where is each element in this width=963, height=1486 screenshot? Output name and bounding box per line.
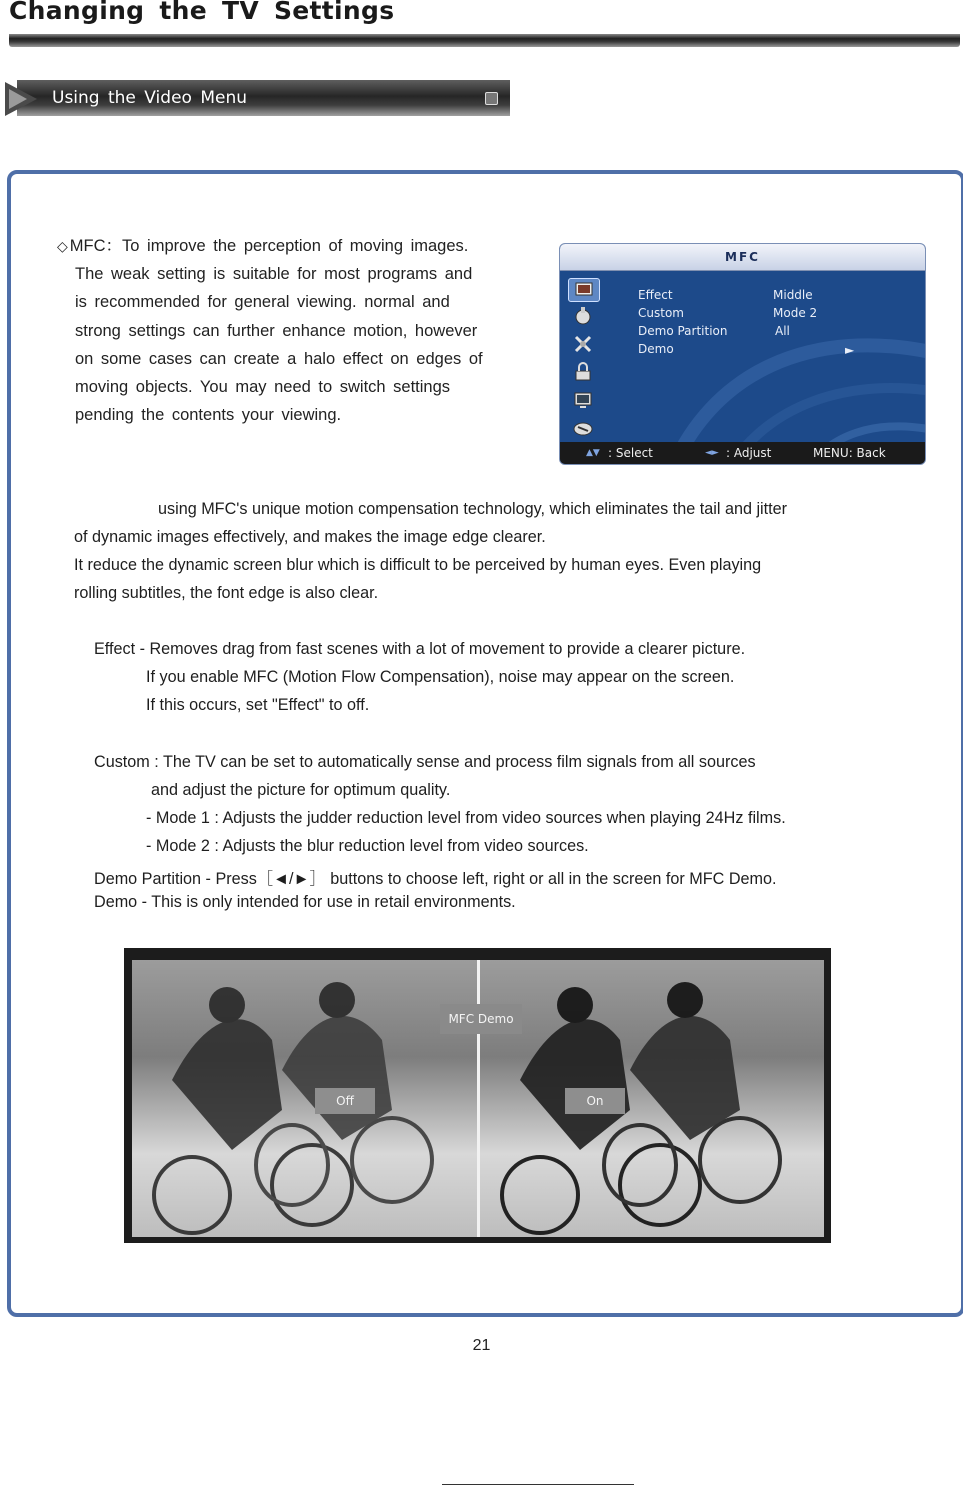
left-right-arrows-icon: ◄► bbox=[705, 448, 719, 458]
off-tag: Off bbox=[315, 1088, 375, 1114]
osd-sidebar bbox=[560, 270, 606, 442]
intro-line: on some cases can create a halo effect on edges of bbox=[75, 349, 483, 368]
intro-line: ◇ MFC：To improve the perception of moving images. bbox=[57, 237, 469, 255]
mfc-paragraph-line: rolling subtitles, the font edge is also clear. bbox=[74, 584, 379, 602]
osd-footer-select: : Select bbox=[608, 446, 653, 460]
mfc-demo-tag: MFC Demo bbox=[440, 1004, 522, 1034]
osd-title: MFC bbox=[725, 250, 760, 264]
osd-footer-back: MENU: Back bbox=[813, 446, 886, 460]
custom-description: and adjust the picture for optimum quality. bbox=[151, 781, 451, 799]
intro-line: strong settings can further enhance motion, however bbox=[75, 321, 478, 340]
custom-description: - Mode 2 : Adjusts the blur reduction level from video sources. bbox=[146, 837, 589, 855]
sound-icon[interactable] bbox=[568, 305, 598, 327]
mfc-paragraph-line: of dynamic images effectively, and makes the image edge clearer. bbox=[74, 528, 546, 546]
page-number: 21 bbox=[472, 1337, 491, 1354]
mfc-demo-photo bbox=[124, 948, 831, 1243]
section-banner bbox=[5, 80, 510, 116]
osd-row-value: Mode 2 bbox=[773, 306, 818, 320]
section-square-icon bbox=[485, 92, 498, 105]
osd-row-label: Demo bbox=[638, 342, 674, 356]
intro-line: The weak setting is suitable for most programs and bbox=[75, 265, 473, 284]
section-label: Using the Video Menu bbox=[52, 88, 248, 108]
osd-row-demo[interactable] bbox=[638, 342, 908, 360]
demo-partition-description: Demo Partition - Press［◄/►］ buttons to choose left, right or all in the screen for MFC Demo. bbox=[94, 870, 777, 888]
right-arrow-icon: ► bbox=[845, 343, 855, 357]
osd-row-label: Demo Partition bbox=[638, 324, 728, 338]
osd-row-value: Middle bbox=[773, 288, 813, 302]
source-icon[interactable] bbox=[568, 417, 598, 439]
custom-description: Custom : The TV can be set to automatically sense and process film signals from all sources bbox=[94, 753, 756, 771]
osd-row-effect[interactable] bbox=[638, 288, 908, 306]
intro-line: pending the contents your viewing. bbox=[75, 406, 342, 425]
osd-row-label: Effect bbox=[638, 288, 673, 302]
demo-description: Demo - This is only intended for use in retail environments. bbox=[94, 893, 516, 911]
section-arrow-highlight bbox=[9, 89, 27, 109]
title-rule bbox=[9, 34, 960, 47]
effect-description: If this occurs, set "Effect" to off. bbox=[146, 696, 370, 714]
mfc-paragraph-line: using MFC's unique motion compensation technology, which eliminates the tail and jitter bbox=[158, 500, 788, 518]
picture-icon[interactable] bbox=[568, 278, 600, 302]
effect-description: Effect - Removes drag from fast scenes with a lot of movement to provide a clearer picture. bbox=[94, 640, 746, 658]
intro-line: moving objects. You may need to switch settings bbox=[75, 378, 451, 397]
osd-footer-adjust: : Adjust bbox=[726, 446, 772, 460]
mfc-intro bbox=[57, 232, 557, 429]
settings-icon[interactable] bbox=[568, 333, 598, 355]
lock-icon[interactable] bbox=[568, 361, 598, 383]
cyclists-image bbox=[132, 960, 824, 1237]
intro-line: is recommended for general viewing. normal and bbox=[75, 293, 450, 312]
diamond-icon: ◇ bbox=[57, 238, 68, 254]
osd-footer bbox=[560, 442, 925, 464]
osd-header bbox=[560, 244, 925, 271]
up-down-arrows-icon: ▲▼ bbox=[586, 448, 600, 458]
page-title: Changing the TV Settings bbox=[9, 0, 395, 25]
photo-divider bbox=[477, 960, 480, 1237]
mfc-paragraph-line: It reduce the dynamic screen blur which is difficult to be perceived by human eyes. Even playing bbox=[74, 556, 762, 574]
custom-description: - Mode 1 : Adjusts the judder reduction level from video sources when playing 24Hz films. bbox=[146, 809, 786, 827]
osd-option-list bbox=[638, 288, 908, 360]
osd-row-label: Custom bbox=[638, 306, 684, 320]
osd-row-value: All bbox=[775, 324, 790, 338]
footer-rule bbox=[442, 1484, 634, 1485]
osd-row-demo-partition[interactable] bbox=[638, 324, 908, 342]
effect-description: If you enable MFC (Motion Flow Compensation), noise may appear on the screen. bbox=[146, 668, 735, 686]
mfc-osd-menu bbox=[559, 243, 926, 465]
on-tag: On bbox=[565, 1088, 625, 1114]
tv-icon[interactable] bbox=[568, 389, 598, 411]
osd-row-custom[interactable] bbox=[638, 306, 908, 324]
